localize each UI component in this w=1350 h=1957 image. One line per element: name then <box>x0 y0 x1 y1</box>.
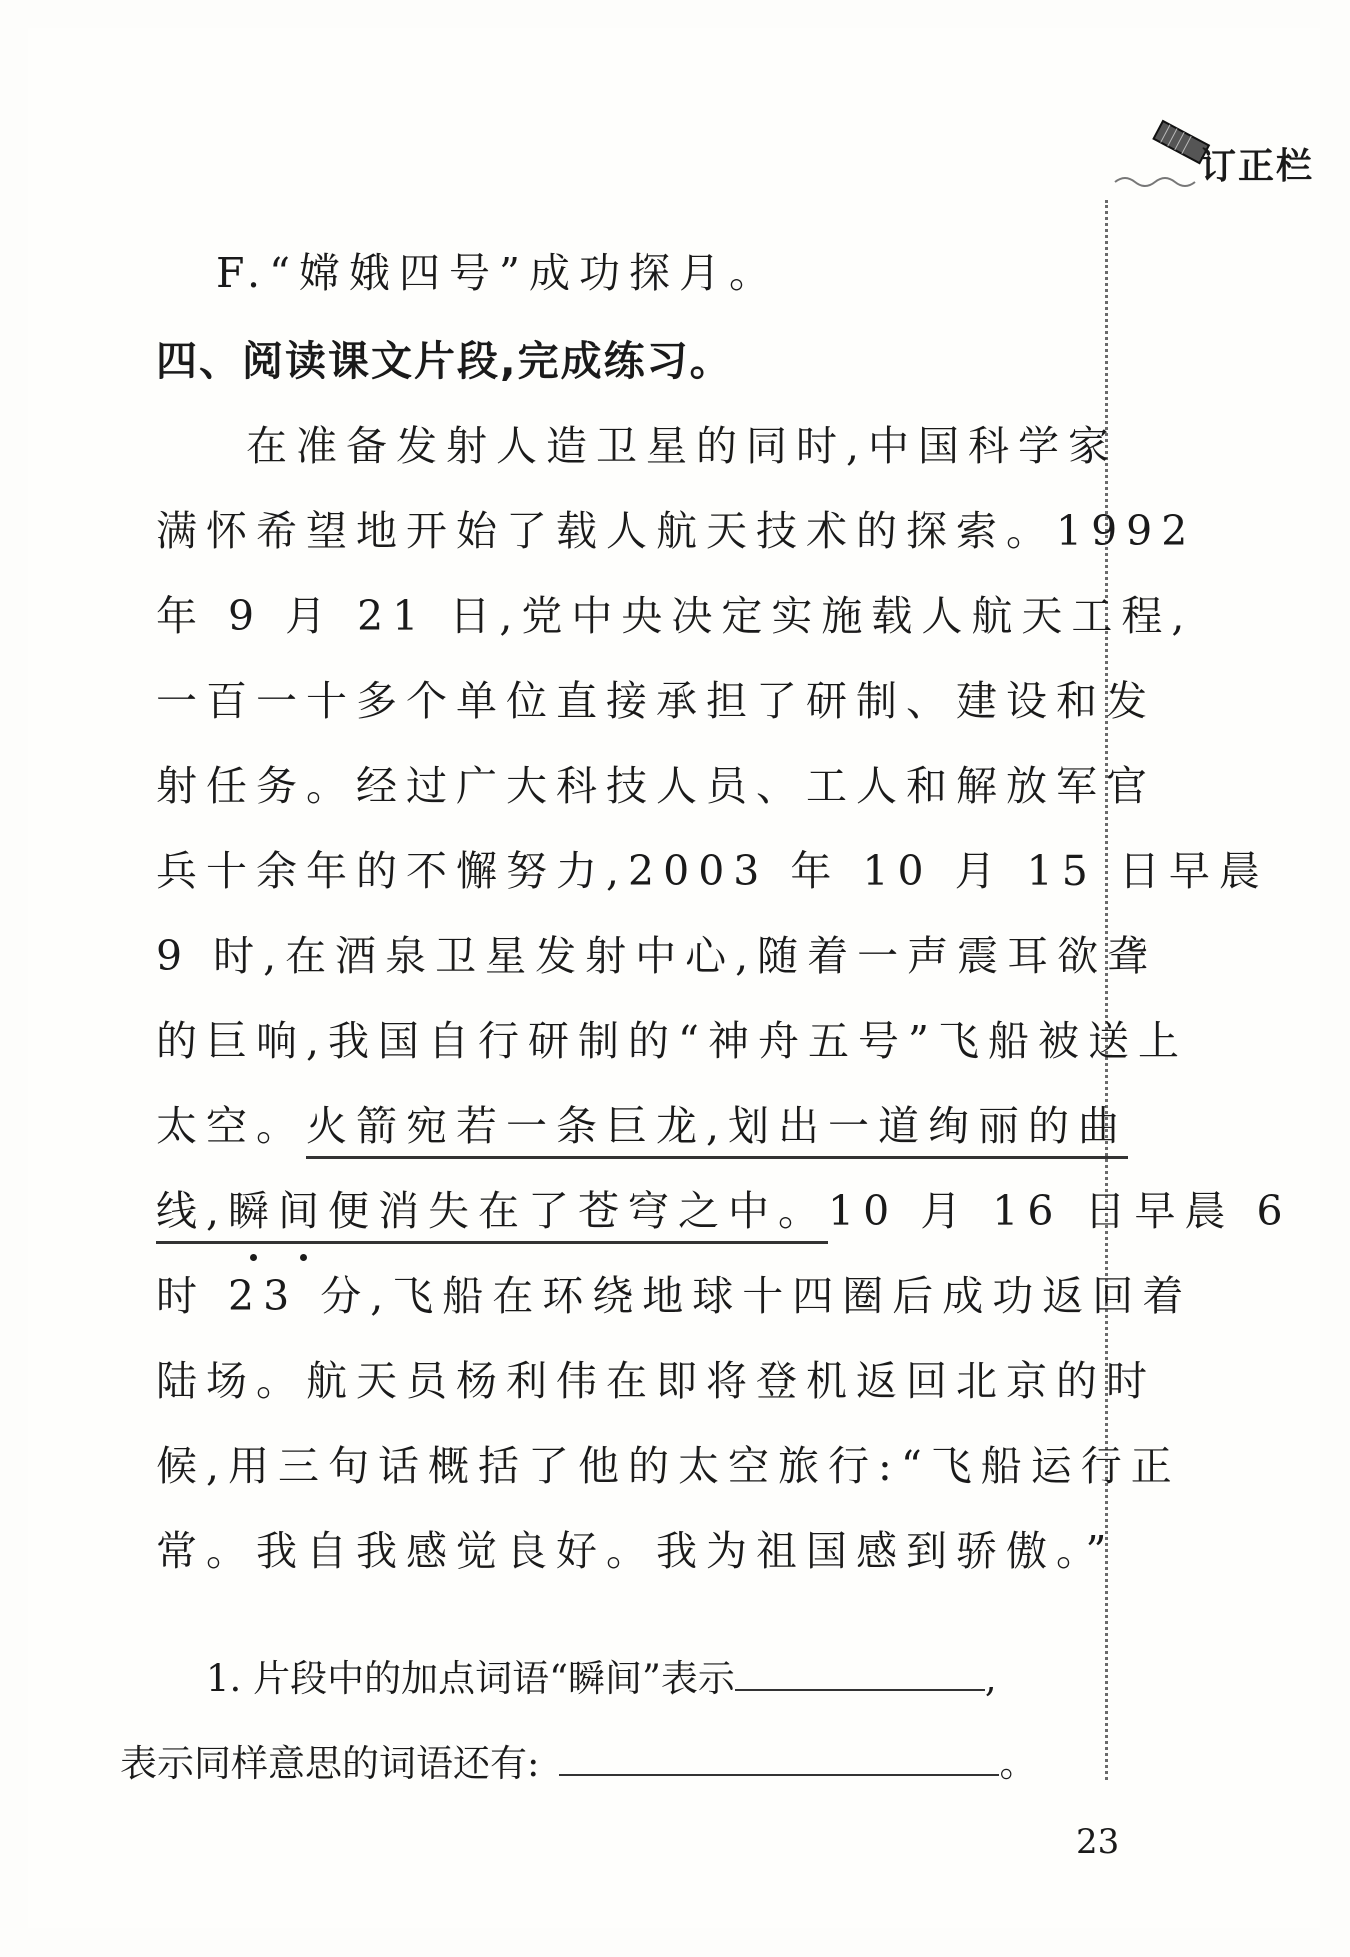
passage-line: 时 23 分,飞船在环绕地球十四圈后成功返回着 <box>156 1272 1193 1320</box>
underlined-text: 便消失在了苍穹之中。 <box>328 1187 829 1235</box>
passage-line: 9 时,在酒泉卫星发射中心,随着一声震耳欲聋 <box>156 932 1158 980</box>
section-heading: 四、阅读课文片段,完成练习。 <box>156 337 733 385</box>
question-1-prompt-2: 表示同样意思的词语还有: <box>120 1742 540 1785</box>
passage-line: 满怀希望地开始了载人航天技术的探索。1992 <box>156 507 1197 555</box>
passage-line: 候,用三句话概括了他的太空旅行:“飞船运行正 <box>156 1442 1181 1490</box>
passage-line: 陆场。航天员杨利伟在即将登机返回北京的时 <box>156 1357 1156 1405</box>
passage-text: 太空。 <box>156 1102 306 1150</box>
underlined-sentence <box>156 1187 828 1244</box>
wave-decoration-icon <box>1113 172 1203 192</box>
question-1-line-1 <box>206 1648 997 1702</box>
passage-line: 常。我自我感觉良好。我为祖国感到骄傲。” <box>156 1527 1116 1575</box>
dotted-word-char: 瞬 <box>228 1187 279 1235</box>
question-1-line-2 <box>120 1733 1036 1787</box>
passage-line <box>156 1178 1292 1237</box>
question-1-period: 。 <box>999 1742 1037 1785</box>
passage-line <box>156 1093 1128 1152</box>
passage-line: 一百一十多个单位直接承担了研制、建设和发 <box>156 677 1156 725</box>
correction-column-title: 订正栏 <box>1200 146 1315 187</box>
underlined-sentence: 火箭宛若一条巨龙,划出一道绚丽的曲 <box>306 1102 1128 1159</box>
answer-blank-meaning[interactable] <box>735 1659 985 1691</box>
dotted-word-char: 间 <box>278 1187 329 1235</box>
page-number: 23 <box>1076 1822 1120 1862</box>
workbook-page <box>28 28 1320 1928</box>
previous-option-f: F.“嫦娥四号”成功探月。 <box>216 249 780 297</box>
question-1-comma: , <box>984 1657 997 1700</box>
passage-line: 年 9 月 21 日,党中央决定实施载人航天工程, <box>156 592 1194 640</box>
passage-line: 射任务。经过广大科技人员、工人和解放军官 <box>156 762 1156 810</box>
passage-text: 10 月 16 日早晨 6 <box>828 1187 1292 1235</box>
passage-line: 兵十余年的不懈努力,2003 年 10 月 15 日早晨 <box>156 847 1269 895</box>
passage-line: 的巨响,我国自行研制的“神舟五号”飞船被送上 <box>156 1017 1188 1065</box>
passage-line: 在准备发射人造卫星的同时,中国科学家 <box>246 422 1119 470</box>
underlined-text: 线, <box>156 1187 229 1235</box>
question-1-prompt: 1. 片段中的加点词语“瞬间”表示 <box>206 1657 735 1700</box>
answer-blank-synonyms[interactable] <box>559 1744 999 1776</box>
